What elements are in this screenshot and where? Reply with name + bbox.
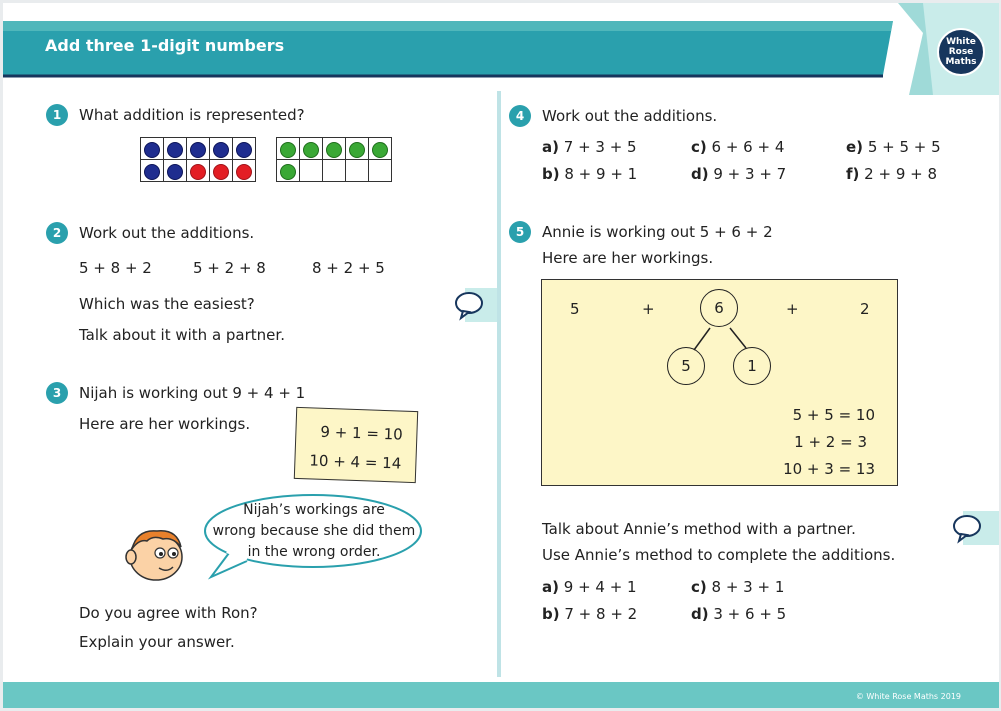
blue-counter-icon [144, 164, 160, 180]
red-counter-icon [190, 164, 206, 180]
q5-label-a: a) [542, 578, 559, 596]
annie-plus-1: + [642, 300, 655, 318]
ten-frame-cell [369, 160, 392, 182]
q5-instruction: Use Annie’s method to complete the additions. [542, 546, 896, 564]
ten-frame-cell [187, 138, 210, 160]
nijah-workings-note [294, 407, 418, 483]
q4-prompt: Work out the additions. [542, 107, 718, 125]
speech-line-3: in the wrong order. [247, 544, 381, 560]
q4-sum-a: 7 + 3 + 5 [563, 138, 637, 156]
q2-prompt: Work out the additions. [79, 224, 255, 242]
green-counter-icon [303, 142, 319, 158]
question-number-4: 4 [509, 105, 531, 127]
q4-label-a: a) [542, 138, 559, 156]
q4-label-d: d) [691, 165, 709, 183]
q5-label-b: b) [542, 605, 560, 623]
q5-item-b [542, 605, 637, 623]
blue-counter-icon [167, 164, 183, 180]
q5-item-a [542, 578, 637, 596]
green-counter-icon [349, 142, 365, 158]
ten-frame-cell [277, 160, 300, 182]
ten-frame-cell [369, 138, 392, 160]
question-number-5: 5 [509, 221, 531, 243]
q5-sum-a: 9 + 4 + 1 [563, 578, 637, 596]
logo-text-3: Maths [945, 57, 977, 67]
question-number-3: 3 [46, 382, 68, 404]
ten-frame-cell [300, 138, 323, 160]
q4-sum-f: 2 + 9 + 8 [864, 165, 938, 183]
q4-label-e: e) [846, 138, 864, 156]
q4-label-b: b) [542, 165, 560, 183]
q4-sum-d: 9 + 3 + 7 [713, 165, 787, 183]
ten-frame-row [277, 138, 392, 160]
q5-label-c: c) [691, 578, 707, 596]
q4-item-a [542, 138, 637, 156]
annie-step-2: 1 + 2 = 3 [794, 433, 867, 451]
ron-character-icon [123, 525, 189, 583]
ten-frame-1 [140, 137, 256, 182]
q4-item-b [542, 165, 637, 183]
q5-prompt: Annie is working out 5 + 6 + 2 [542, 223, 773, 241]
q3-prompt: Nijah is working out 9 + 4 + 1 [79, 384, 306, 402]
red-counter-icon [236, 164, 252, 180]
ten-frame-cell [323, 160, 346, 182]
q4-item-e [846, 138, 941, 156]
blue-counter-icon [167, 142, 183, 158]
ten-frame-cell [323, 138, 346, 160]
page-title: Add three 1-digit numbers [45, 36, 285, 55]
q5-item-d [691, 605, 786, 623]
logo-text-2: Rose [948, 47, 974, 57]
annie-number-3: 2 [860, 300, 870, 318]
q4-item-c [691, 138, 784, 156]
discuss-tab-2 [951, 511, 999, 545]
speech-bubble-icon [951, 511, 999, 545]
speech-line-2: wrong because she did them [212, 523, 416, 539]
q4-sum-b: 8 + 9 + 1 [564, 165, 638, 183]
q5-intro: Here are her workings. [542, 249, 714, 267]
ten-frame-cell [141, 160, 164, 182]
annie-workings-box [541, 279, 898, 486]
question-number-2: 2 [46, 222, 68, 244]
ten-frame-cell [300, 160, 323, 182]
q4-sum-e: 5 + 5 + 5 [867, 138, 941, 156]
ten-frame-row [141, 160, 256, 182]
q2-question: Which was the easiest? [79, 295, 255, 313]
nijah-step-1: 9 + 1 = 10 [320, 422, 404, 444]
q4-sum-c: 6 + 6 + 4 [711, 138, 785, 156]
q3-instruction: Explain your answer. [79, 633, 235, 651]
q1-prompt: What addition is represented? [79, 106, 305, 124]
ten-frame-cell [187, 160, 210, 182]
q2-instruction: Talk about it with a partner. [79, 326, 285, 344]
q5-item-c [691, 578, 784, 596]
blue-counter-icon [190, 142, 206, 158]
q2-sum-3: 8 + 2 + 5 [312, 259, 385, 277]
green-counter-icon [326, 142, 342, 158]
ten-frame-2 [276, 137, 392, 182]
blue-counter-icon [236, 142, 252, 158]
q3-intro: Here are her workings. [79, 415, 251, 433]
green-counter-icon [280, 164, 296, 180]
red-counter-icon [213, 164, 229, 180]
ten-frame-cell [346, 160, 369, 182]
logo-text-1: White [946, 37, 976, 47]
green-counter-icon [280, 142, 296, 158]
ten-frame-cell [233, 160, 256, 182]
worksheet-page [3, 3, 999, 708]
q5-discuss: Talk about Annie’s method with a partner. [542, 520, 856, 538]
q4-item-f [846, 165, 937, 183]
green-counter-icon [372, 142, 388, 158]
ten-frame-cell [164, 160, 187, 182]
annie-part-circle-1: 5 [667, 347, 705, 385]
blue-counter-icon [213, 142, 229, 158]
ten-frame-cell [210, 138, 233, 160]
footer-bar [3, 682, 999, 708]
annie-part-circle-2: 1 [733, 347, 771, 385]
ten-frame-cell [210, 160, 233, 182]
annie-step-3: 10 + 3 = 13 [783, 460, 875, 478]
blue-counter-icon [144, 142, 160, 158]
q2-sum-2: 5 + 2 + 8 [193, 259, 266, 277]
column-divider [497, 91, 501, 677]
question-number-1: 1 [46, 104, 68, 126]
speech-line-1: Nijah’s workings are [243, 502, 385, 518]
q5-sum-b: 7 + 8 + 2 [564, 605, 638, 623]
ten-frame-cell [346, 138, 369, 160]
ten-frame-cell [233, 138, 256, 160]
q5-sum-d: 3 + 6 + 5 [713, 605, 787, 623]
ten-frame-cell [164, 138, 187, 160]
q3-question: Do you agree with Ron? [79, 604, 258, 622]
ten-frame-cell [141, 138, 164, 160]
speech-bubble-icon [453, 288, 497, 322]
ten-frame-row [141, 138, 256, 160]
q2-sum-1: 5 + 8 + 2 [79, 259, 152, 277]
ten-frame-row [277, 160, 392, 182]
q5-label-d: d) [691, 605, 709, 623]
q5-sum-c: 8 + 3 + 1 [711, 578, 785, 596]
q4-label-f: f) [846, 165, 860, 183]
ten-frame-cell [277, 138, 300, 160]
white-rose-maths-logo [937, 28, 985, 76]
annie-step-1: 5 + 5 = 10 [792, 406, 875, 424]
discuss-tab-1 [453, 288, 497, 322]
q4-label-c: c) [691, 138, 707, 156]
annie-plus-2: + [786, 300, 799, 318]
nijah-step-2: 10 + 4 = 14 [309, 451, 402, 473]
annie-whole-circle: 6 [700, 289, 738, 327]
annie-number-1: 5 [570, 300, 580, 318]
footer-copyright: © White Rose Maths 2019 [855, 692, 961, 701]
q4-item-d [691, 165, 786, 183]
